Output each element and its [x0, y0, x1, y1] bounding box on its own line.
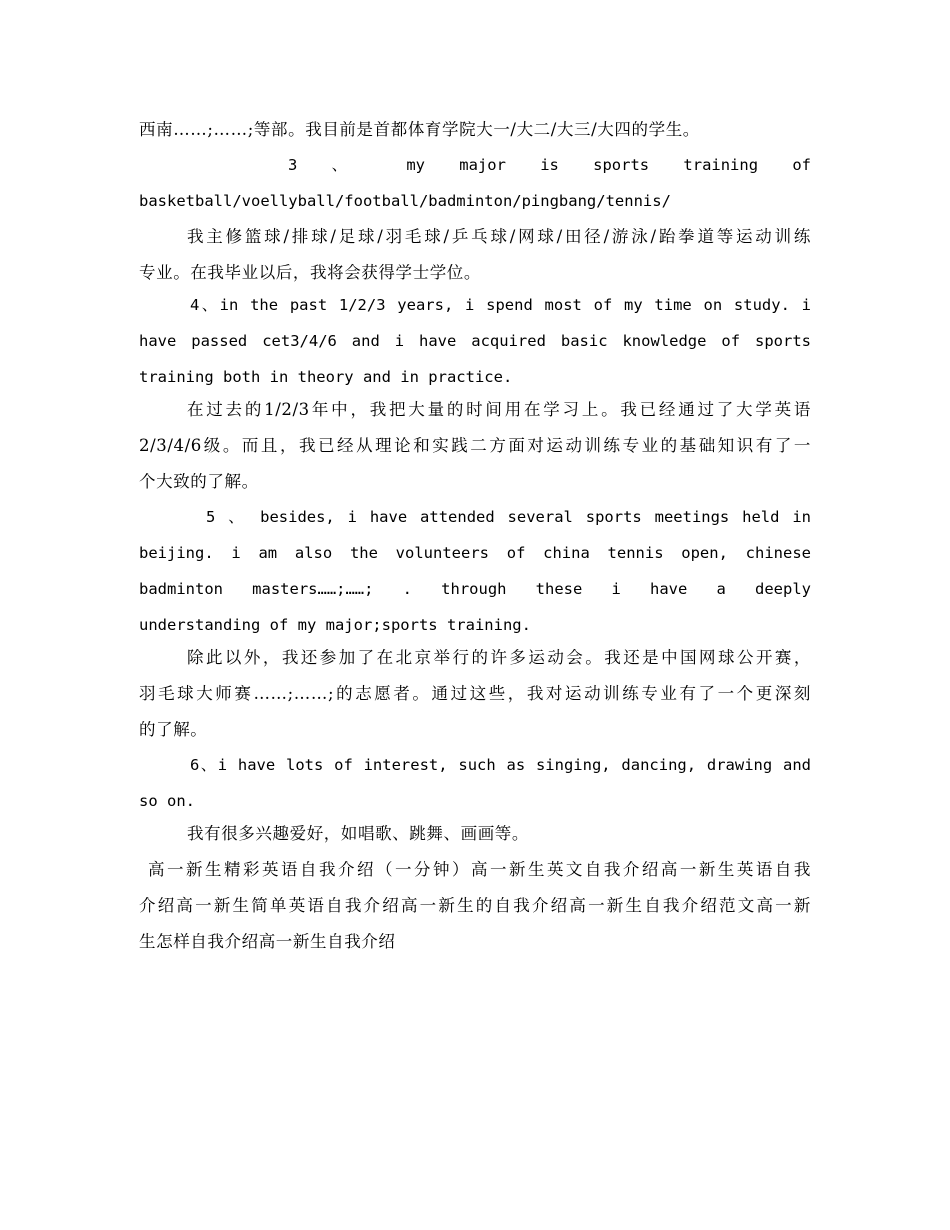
text-line: badminton masters……;……; . through these i have a deeply: [139, 580, 811, 598]
text-line: 在过去的1/2/3年中，我把大量的时间用在学习上。我已经通过了大学英语: [187, 400, 811, 419]
text-line: 4、in the past 1/2/3 years, i spend most of my time on study. i: [190, 296, 811, 314]
text-line: 羽毛球大师赛……;……;的志愿者。通过这些，我对运动训练专业有了一个更深刻: [139, 684, 811, 703]
text-line: 2/3/4/6级。而且，我已经从理论和实践二方面对运动训练专业的基础知识有了一: [139, 436, 811, 455]
text-line: 我有很多兴趣爱好，如唱歌、跳舞、画画等。: [187, 824, 529, 843]
text-line: 个大致的了解。: [139, 472, 259, 491]
text-line: 我主修篮球/排球/足球/羽毛球/乒乓球/网球/田径/游泳/跆拳道等运动训练: [187, 227, 811, 246]
text-line: basketball/voellyball/football/badminton/pingbang/tennis/: [139, 192, 671, 210]
text-line: 的了解。: [139, 720, 208, 739]
text-line: 5 、 besides, i have attended several sports meetings held in: [206, 508, 811, 526]
text-line: 专业。在我毕业以后，我将会获得学士学位。: [139, 263, 481, 282]
text-line: 介绍高一新生简单英语自我介绍高一新生的自我介绍高一新生自我介绍范文高一新: [139, 896, 811, 915]
text-line: 高一新生精彩英语自我介绍（一分钟）高一新生英文自我介绍高一新生英语自我: [148, 860, 811, 879]
text-line: understanding of my major;sports training.: [139, 616, 531, 634]
text-line: so on.: [139, 792, 195, 810]
text-line: have passed cet3/4/6 and i have acquired basic knowledge of sports: [139, 332, 811, 350]
text-line: training both in theory and in practice.: [139, 368, 513, 386]
text-line: beijing. i am also the volunteers of china tennis open, chinese: [139, 544, 811, 562]
text-line: 西南……;……;等部。我目前是首都体育学院大一/大二/大三/大四的学生。: [139, 120, 700, 139]
text-line: 除此以外，我还参加了在北京举行的许多运动会。我还是中国网球公开赛，: [187, 648, 811, 667]
text-line: 生怎样自我介绍高一新生自我介绍: [139, 932, 396, 951]
text-line: 6、i have lots of interest, such as singing, dancing, drawing and: [190, 756, 811, 774]
text-line: 3 、 my major is sports training of: [288, 156, 811, 174]
